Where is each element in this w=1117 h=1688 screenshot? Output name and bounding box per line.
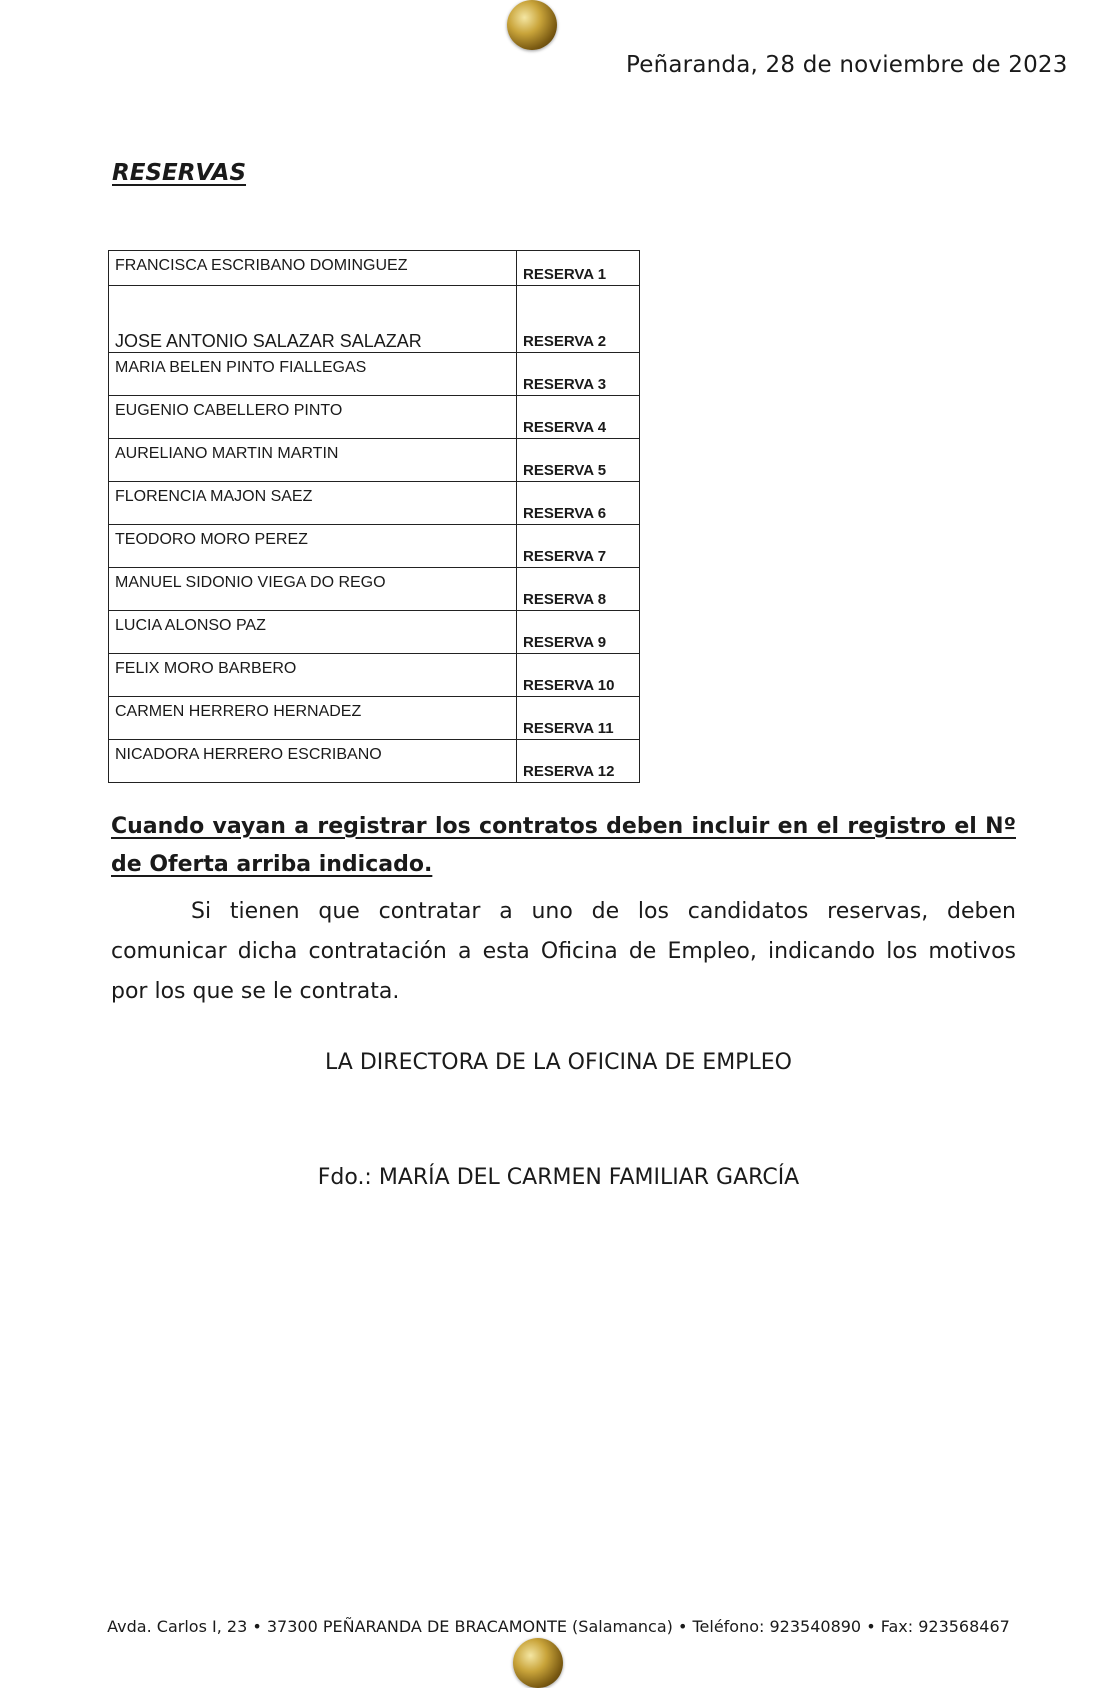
reserva-name: FELIX MORO BARBERO <box>109 654 517 697</box>
section-heading: RESERVAS <box>112 160 247 186</box>
table-row <box>109 439 640 482</box>
table-row <box>109 740 640 783</box>
signer-title: LA DIRECTORA DE LA OFICINA DE EMPLEO <box>325 1050 792 1075</box>
reserva-name: CARMEN HERRERO HERNADEZ <box>109 697 517 740</box>
reserva-name: TEODORO MORO PEREZ <box>109 525 517 568</box>
table-row <box>109 611 640 654</box>
reserva-name: MANUEL SIDONIO VIEGA DO REGO <box>109 568 517 611</box>
reserva-name: MARIA BELEN PINTO FIALLEGAS <box>109 353 517 396</box>
document-date: Peñaranda, 28 de noviembre de 2023 <box>626 52 1068 78</box>
reservas-table <box>108 250 640 783</box>
reserva-code: RESERVA 10 <box>517 654 640 697</box>
reserva-code: RESERVA 3 <box>517 353 640 396</box>
office-footer: Avda. Carlos I, 23 • 37300 PEÑARANDA DE BRACAMONTE (Salamanca) • Teléfono: 923540890 • Fax: 923568467 <box>107 1617 1010 1636</box>
table-row <box>109 482 640 525</box>
reserva-name: NICADORA HERRERO ESCRIBANO <box>109 740 517 783</box>
reserva-name: AURELIANO MARTIN MARTIN <box>109 439 517 482</box>
reserva-code: RESERVA 12 <box>517 740 640 783</box>
reserva-code: RESERVA 6 <box>517 482 640 525</box>
reserva-name: FRANCISCA ESCRIBANO DOMINGUEZ <box>109 251 517 286</box>
paper-fastener-icon <box>513 1638 563 1688</box>
reserva-name: LUCIA ALONSO PAZ <box>109 611 517 654</box>
table-row <box>109 568 640 611</box>
table-row <box>109 396 640 439</box>
table-row <box>109 251 640 286</box>
table-row <box>109 525 640 568</box>
signer-name: Fdo.: MARÍA DEL CARMEN FAMILIAR GARCÍA <box>317 1165 800 1190</box>
reserva-name: FLORENCIA MAJON SAEZ <box>109 482 517 525</box>
reserva-name: EUGENIO CABELLERO PINTO <box>109 396 517 439</box>
reserva-code: RESERVA 4 <box>517 396 640 439</box>
reserva-code: RESERVA 9 <box>517 611 640 654</box>
reserva-code: RESERVA 7 <box>517 525 640 568</box>
reserva-code: RESERVA 1 <box>517 251 640 286</box>
paper-fastener-icon <box>507 0 557 50</box>
table-row <box>109 697 640 740</box>
reserva-code: RESERVA 11 <box>517 697 640 740</box>
reserva-code: RESERVA 2 <box>517 286 640 353</box>
body-paragraph: Si tienen que contratar a uno de los candidatos reservas, deben comunicar dicha contratación a esta Oficina de Empleo, indicando los motivos por los que se le contrata. <box>111 899 1016 1004</box>
table-row <box>109 286 640 353</box>
reserva-code: RESERVA 5 <box>517 439 640 482</box>
reserva-code: RESERVA 8 <box>517 568 640 611</box>
table-row <box>109 353 640 396</box>
registration-notice: Cuando vayan a registrar los contratos deben incluir en el registro el Nº de Oferta arriba indicado. <box>111 814 1016 877</box>
table-row <box>109 654 640 697</box>
reserva-name: JOSE ANTONIO SALAZAR SALAZAR <box>109 286 517 353</box>
